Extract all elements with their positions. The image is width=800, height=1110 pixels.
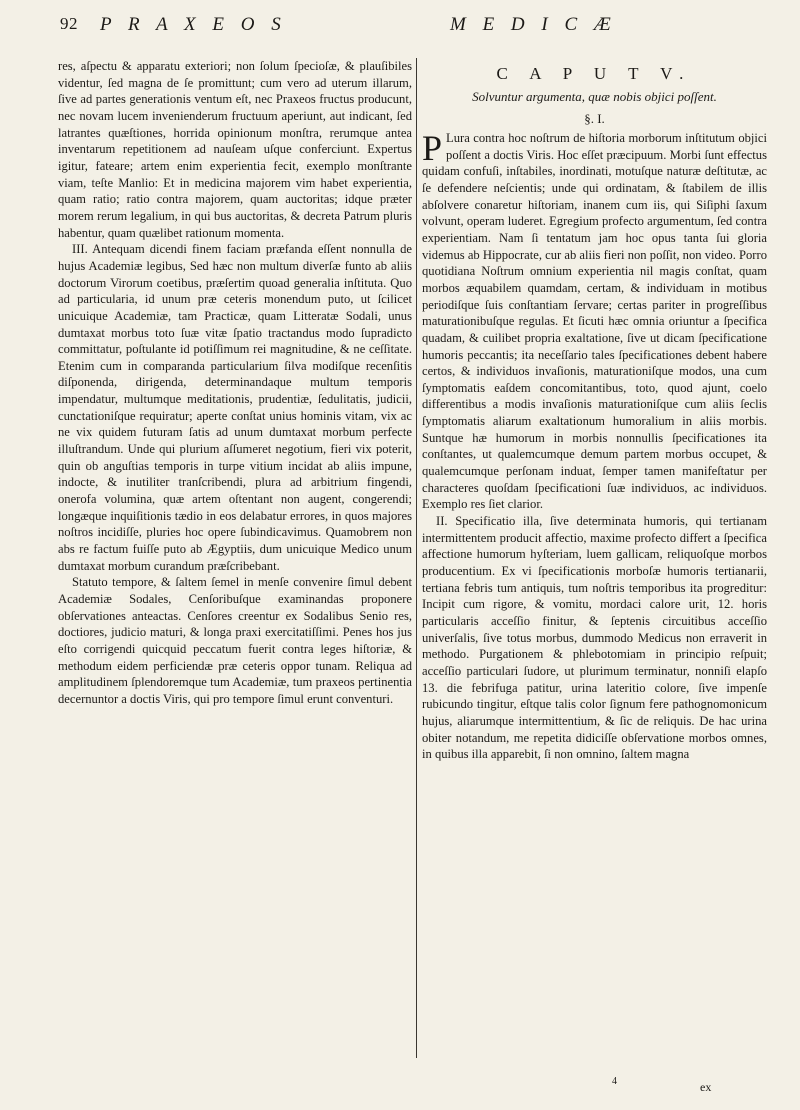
right-paragraph-1-text: Lura contra hoc noſtrum de hiſtoria morborum inſtitutum objici poſſent a doctis Viris. Hoc eſſet præcipuum. Morbi ſunt effectus quidam confuſi, inſtabiles, inordinati, motuſque naturæ deſtitutæ, ac ſe defendere neſcientis; unde qui ordinatam, & ſtabilem de illis abſolvere conaretur hiſtoriam, inanem cum iis, qui Siſiphi ſaxum volvunt, operam luderet. Egregium profecto argumentum, ſed contra experientiam. Nam ſi tentatum jam hoc opus tanta ſui gloria videmus ab Hippocrate, cur ab aliis fieri non poſſit, non video. Porro quotidiana Noſtrum omnium experientia nil magis conſtat, quam morbos æquabilem quamdam, certam, & individuam in motibus periodiſque ſuis conſtantiam ſervare; certas pariter in progreſſibus maturationibuſque regulas. Et ſicuti hæc omnia oriuntur a ſpecifica quadam, & cuilibet propria exaltatione, ſive ut dicam ſpecificatione humoris peccantis; ita neceſſario tales ſpecificationes debent habere certos, & individuos invaſionis, maturationiſque modos, una cum ſymptomatis eaſdem concomitantibus, toto, quod ajunt, coelo differentibus a modis invaſionis maturationiſque cum aliis ſeclis ſymptomatis aliarum exaltationum humoralium in aliis morbis. Suntque hæ humorum in morbis nonnullis ſpecificationes ita conſtantes, ut qualemcumque demum partem morbus occupet, & qualemcumque perſonam induat, ſemper tamen manifeſtatur per characteres quoſdam ſpecificationi ſuæ individuos, ac individuos. Exemplo res ſiet clarior.	[422, 130, 767, 512]
signature-mark: 4	[612, 1076, 617, 1087]
left-column	[58, 58, 417, 1058]
chapter-subtitle: Solvuntur argumenta, quæ nobis objici poſſent.	[472, 88, 717, 104]
running-title-left: P R A X E O S	[100, 14, 287, 35]
page-number: 92	[60, 14, 78, 33]
left-paragraph-2: III. Antequam dicendi finem faciam præfanda eſſent nonnulla de hujus Academiæ legibus, Sed hæc non multum diverſæ funto ab aliis doctorum Virorum coetibus, præſertim quoad generalia inſtituta. Quo ad particularia, id unum præ ceteris monendum puto, ut ſcilicet unicuique Academiæ, tam Practicæ, quam Litteratæ Sodali, unus dumtaxat morbus toto ſuæ vitæ ſpatio tractandus modo ſupradicto committatur, poſtulante id potiſſimum rei magnitudine, & ne ceſſitate. Etenim cum in comparanda particularium ſilva modiſque recenſitis diſponenda, dirigenda, determinandaque multum temporis impendatur, multumque meditationis, prudentiæ, ſedulitatis, judicii, cunctationiſque requiratur; aperte conſtat unius hominis vitam, vix ac ne vix quidem futuram ſatis ad unum dumtaxat morbum perfecte illuſtrandum. Unde qui plurium aſſumeret negotium, fieri vix poterit, quin ob anguſtias temporis in turpe vitium incidat ab aliis impune, indocte, & inutiliter tranſcribendi, plura ad arbitrium fingendi, onerofa volumina, quæ artem oſtentant non augent, congerendi; longæque inquiſitionis tædio in eos delabatur errores, in quos majores noſtros incidiſſe, pluries hoc opere ſubindicavimus. Quamobrem non abs re factum fuiſſe puto ab Ægyptiis, dum unicuique Medico unum dumtaxat morbum curandum præſcribebant.	[58, 242, 412, 573]
right-paragraph-2: II. Specificatio illa, ſive determinata humoris, qui tertianam intermittentem producit affectio, maxime profecto differt a ſpecifica affectione humorum hyſteriam, luem gallicam, reliquoſque morbos producentium. Ex vi ſpecificationis morboſæ humoris tertianarii, tertiana febris tum antiquis, tum noſtris temporibus ita progreditur: Incipit cum rigore, & vomitu, mordaci calore urit, 12. horis particularis acceſſio finitur, & ſeptenis circuitibus acceſſio univerſalis, ſive totus morbus, dummodo Medicus non erraverit in methodo. Purgationem & phlebotomiam in principio reſpuit; acceſſio particulari ſudore, ut plurimum terminatur, nonniſi elapſo 13. die febrifuga patitur, urina lateritio colore, ſive impenſe rubicundo tingitur, eſtque talis color ſignum fere pathognomonicum hujus, aliarumque intermittentium, & ſic de reliquis. De hac urina obiter notandum, me repetita didiciſſe obſervatione morbos omnes, in quibus illa apparebit, ſi non omnino, ſaltem magna	[422, 514, 767, 762]
left-paragraph-1: res, aſpectu & apparatu exteriori; non ſolum ſpecioſæ, & plauſibiles videntur, ſed magna de ſe promittunt; cum vero ad uterum illarum, ſive ad partes generationis ventum eſt, nec Praxeos fructus producunt, nec novam lucem invenienderum fructuum aperiunt, aut indicant, ſed latrantes quæſtiones, horrida opinionum monſtra, rerumque antea inventarum repetitionem ad nauſeam uſque conferciunt. Expertus igitur, fateare; artem enim experientia fecit, exemplo monſtrante viam, teſte Manlio: Et in medicina majorem vim habet experientia, quam ratio; ratio contra majorem, quam auctoritas; idque præter morem rerum legalium, in qui bus auctoritas, & decreta Patrum pluris habentur, quam quælibet rationum momenta.	[58, 59, 412, 240]
chapter-title: C A P U T V.	[496, 64, 693, 83]
running-title-right: M E D I C Æ	[450, 14, 617, 35]
right-column	[422, 58, 767, 763]
left-paragraph-3: Statuto tempore, & ſaltem ſemel in menſe convenire ſimul debent Academiæ Sodales, Cenſoribuſque examinandas proponere obſervationes anteactas. Cenſores creentur ex Sodalibus Senio res, doctiores, judicio maturi, & longa praxi exercitatiſſimi. Penes hos jus eſto corrigendi quicquid peccatum fuerit contra leges hiſtoriæ, & methodum eidem perficiendæ præ ceteris oppor tunam. Reliqua ad amplitudinem ſplendoremque tum Academiæ, tum praxeos pertinentia decernuntor a doctis Viris, qui pro tempore ſimul erunt conventuri.	[58, 575, 412, 706]
section-mark: §. I.	[584, 111, 605, 127]
right-paragraph-1	[422, 127, 767, 513]
running-head	[60, 10, 770, 40]
drop-cap: P	[422, 127, 443, 168]
catchword: ex	[700, 1080, 712, 1094]
